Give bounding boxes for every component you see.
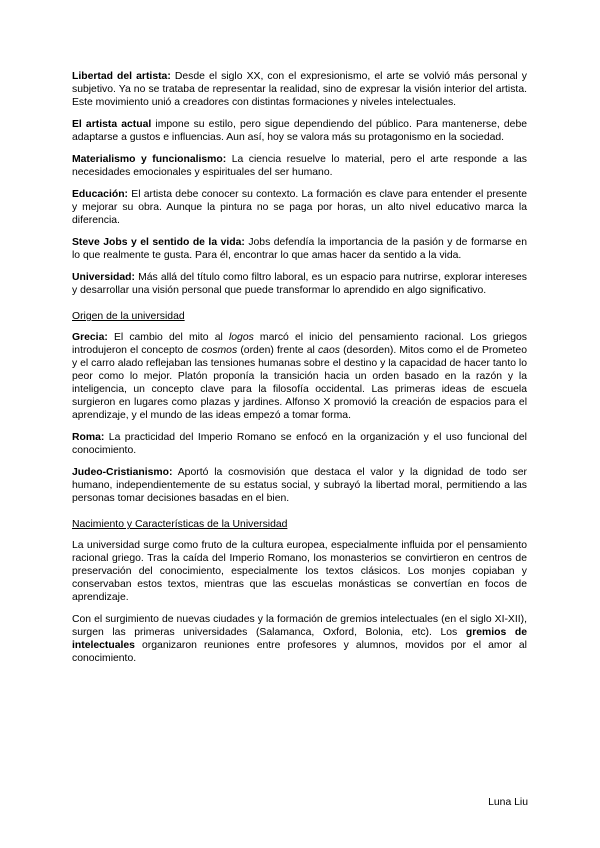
paragraph-libertad: Libertad del artista: Desde el siglo XX, con el expresionismo, el arte se volvió más personal y subjetivo. Ya no se trataba de representar la realidad, sino de expresar la visión interior del artista. Este movimiento unió a creadores con distintas formaciones y niveles intelectuales. bbox=[72, 71, 527, 108]
paragraph-steve-jobs: Steve Jobs y el sentido de la vida: Jobs defendía la importancia de la pasión y de formarse en lo que realmente te gusta. Para él, encontrar lo que amas hacer da sentido a la vida. bbox=[72, 237, 527, 261]
paragraph-gremios: Con el surgimiento de nuevas ciudades y la formación de gremios intelectuales (en el siglo XI-XII), surgen las primeras universidades (Salamanca, Oxford, Bolonia, etc). Los gremios de intelectuales organizaron reuniones entre profesores y alumnos, movidos por el amor al conocimiento. bbox=[72, 614, 528, 664]
paragraph-artista-actual: El artista actual impone su estilo, pero sigue dependiendo del público. Para mantenerse, debe adaptarse a gustos e influencias. Aun así, hoy se valora más su protagonismo en la sociedad. bbox=[72, 119, 528, 143]
footer-author: Luna Liu bbox=[488, 797, 528, 808]
document-body bbox=[72, 70, 527, 674]
paragraph-educacion: Educación: El artista debe conocer su contexto. La formación es clave para entender el presente y mejorar su obra. Aunque la pintura no se paga por horas, un alto nivel educativo marca la diferencia. bbox=[72, 189, 527, 226]
heading-nacimiento: Nacimiento y Características de la Universidad bbox=[72, 519, 288, 530]
paragraph-grecia: Grecia: El cambio del mito al logos marcó el inicio del pensamiento racional. Los griegos introdujeron el concepto de cosmos (orden) frente al caos (desorden). Mitos como el de Prometeo y el carro alado reflejaban las tensiones humanas sobre el destino y la capacidad de hacer tanto lo peor como lo mejor. Platón proponía la transición hacia un orden basado en la razón y la inteligencia, un concepto clave para la filosofía occidental. Las primeras ideas de escuela surgieron en lugares como plazas y jardines. Alfonso X promovió la creación de espacios para el aprendizaje, y el mundo de las ideas empezó a tomar forma. bbox=[72, 332, 527, 421]
paragraph-judeo-cristianismo: Judeo-Cristianismo: Aportó la cosmovisión que destaca el valor y la dignidad de todo ser humano, independientemente de su estatus social, y subrayó la libertad moral, permitiendo a las personas tomar decisiones basadas en el bien. bbox=[72, 467, 527, 504]
paragraph-materialismo: Materialismo y funcionalismo: La ciencia resuelve lo material, pero el arte responde a las necesidades emocionales y espirituales del ser humano. bbox=[72, 154, 527, 178]
paragraph-nacimiento: La universidad surge como fruto de la cultura europea, especialmente influida por el pensamiento racional griego. Tras la caída del Imperio Romano, los monasterios se convirtieron en centros de preservación del conocimiento, especialmente los textos clásicos. Los monjes copiaban y conservaban estos textos, mientras que las escuelas monásticas se convertían en focos de aprendizaje. bbox=[72, 540, 527, 603]
paragraph-roma: Roma: La practicidad del Imperio Romano se enfocó en la organización y el uso funcional del conocimiento. bbox=[72, 432, 527, 456]
paragraph-universidad: Universidad: Más allá del título como filtro laboral, es un espacio para nutrirse, explorar intereses y desarrollar una visión personal que puede transformar lo aprendido en algo significativo. bbox=[72, 272, 527, 296]
heading-origen: Origen de la universidad bbox=[72, 311, 185, 322]
